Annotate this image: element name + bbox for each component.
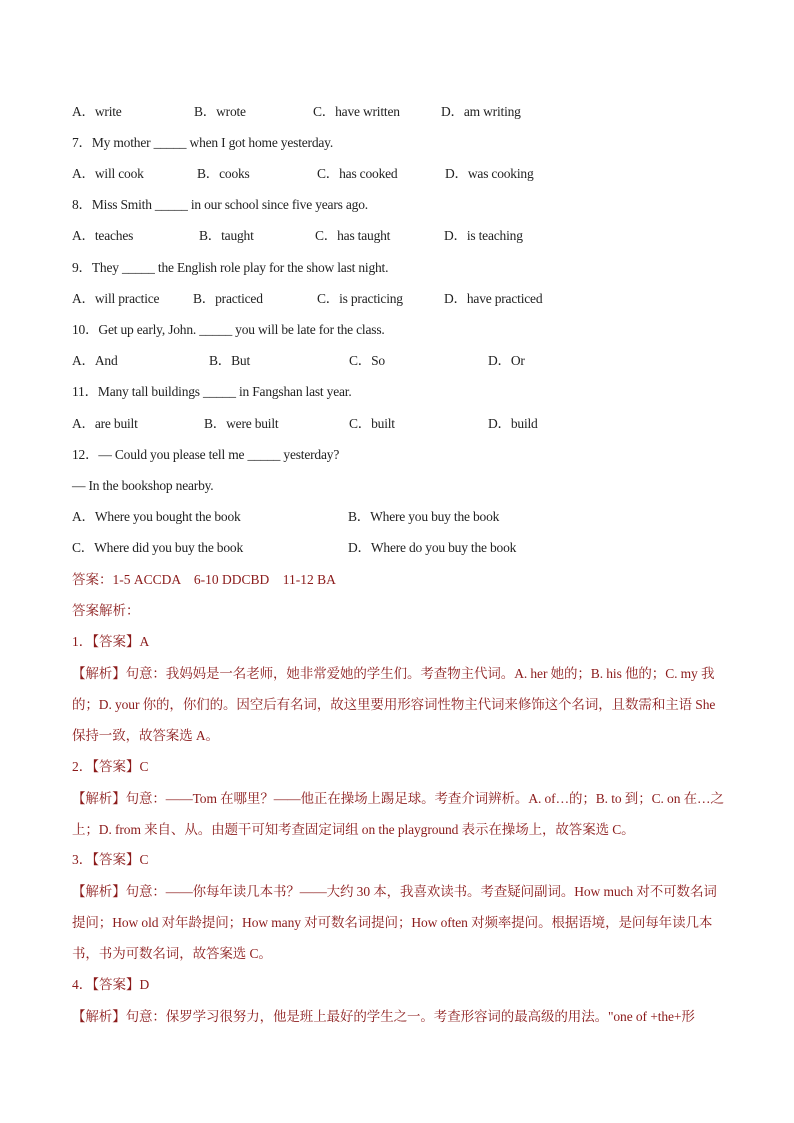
option-b: B．taught	[199, 228, 254, 243]
option-a: A．will practice	[72, 291, 160, 306]
option-d: D．build	[488, 416, 538, 431]
explanation-2-answer: 2．【答案】C	[72, 759, 149, 774]
option-a: A．write	[72, 104, 122, 119]
answer-key-label: 答案：	[72, 572, 113, 587]
answer-key	[72, 572, 336, 588]
option-c: C．built	[349, 416, 395, 431]
question-8-stem: 8．Miss Smith _____ in our school since five years ago.	[72, 197, 368, 212]
option-a: A．Where you bought the book	[72, 509, 241, 524]
explanation-2-text: 【解析】句意：——Tom 在哪里？——他正在操场上踢足球。考查介词辨析。A. of…的；B. to 到；C. on 在…之上；D. from 来自、从。由题干可知考查固定词组 on the playground 表示在操场上，故答案选 C。	[72, 791, 724, 837]
explanation-4-answer: 4．【答案】D	[72, 977, 150, 992]
explanation-3-answer: 3．【答案】C	[72, 852, 149, 867]
option-b: B．wrote	[194, 104, 246, 119]
answer-key-values: 1-5 ACCDA 6-10 DDCBD 11-12 BA	[112, 572, 336, 587]
option-d: D．was cooking	[445, 166, 534, 181]
question-7-stem: 7．My mother _____ when I got home yesterday.	[72, 135, 334, 150]
option-d: D．Where do you buy the book	[348, 540, 517, 555]
question-10-stem: 10．Get up early, John. _____ you will be late for the class.	[72, 322, 385, 337]
option-a: A．will cook	[72, 166, 144, 181]
explanation-1-text: 【解析】句意：我妈妈是一名老师，她非常爱她的学生们。考查物主代词。A. her 她的；B. his 他的；C. my 我的；D. your 你的，你们的。因空后有名词，故这里要用形容词性物主代词来修饰这个名词，且数需和主语 She 保持一致，故答案选 A。	[72, 666, 716, 743]
option-b: B．cooks	[197, 166, 250, 181]
explanation-1-answer: 1．【答案】A	[72, 634, 150, 649]
option-d: D．is teaching	[444, 228, 523, 243]
option-c: C．have written	[313, 104, 400, 119]
option-b: B．practiced	[193, 291, 263, 306]
option-c: C．Where did you buy the book	[72, 540, 243, 555]
option-d: D．am writing	[441, 104, 521, 119]
option-a: A．And	[72, 353, 118, 368]
option-d: D．Or	[488, 353, 525, 368]
option-b: B．were built	[204, 416, 279, 431]
option-a: A．teaches	[72, 228, 134, 243]
explanation-3-text: 【解析】句意：——你每年读几本书？——大约 30 本，我喜欢读书。考查疑问副词。How much 对不可数名词提问；How old 对年龄提问；How many 对可数名词提问；How often 对频率提问。根据语境，是问每年读几本书，书为可数名词，故答案选 C。	[72, 884, 717, 961]
question-12-stem: 12．— Could you please tell me _____ yesterday?	[72, 447, 340, 462]
question-11-stem: 11．Many tall buildings _____ in Fangshan last year.	[72, 384, 352, 399]
option-b: B．Where you buy the book	[348, 509, 500, 524]
explanation-4-text: 【解析】句意：保罗学习很努力，他是班上最好的学生之一。考查形容词的最高级的用法。"one of +the+形	[72, 1009, 695, 1024]
answer-analysis-heading: 答案解析：	[72, 603, 140, 618]
option-a: A．are built	[72, 416, 138, 431]
option-d: D．have practiced	[444, 291, 543, 306]
option-b: B．But	[209, 353, 251, 368]
option-c: C．is practicing	[317, 291, 403, 306]
option-c: C．So	[349, 353, 385, 368]
option-c: C．has taught	[315, 228, 391, 243]
question-12-reply: — In the bookshop nearby.	[72, 478, 214, 493]
question-9-stem: 9．They _____ the English role play for the show last night.	[72, 260, 389, 275]
option-c: C．has cooked	[317, 166, 398, 181]
